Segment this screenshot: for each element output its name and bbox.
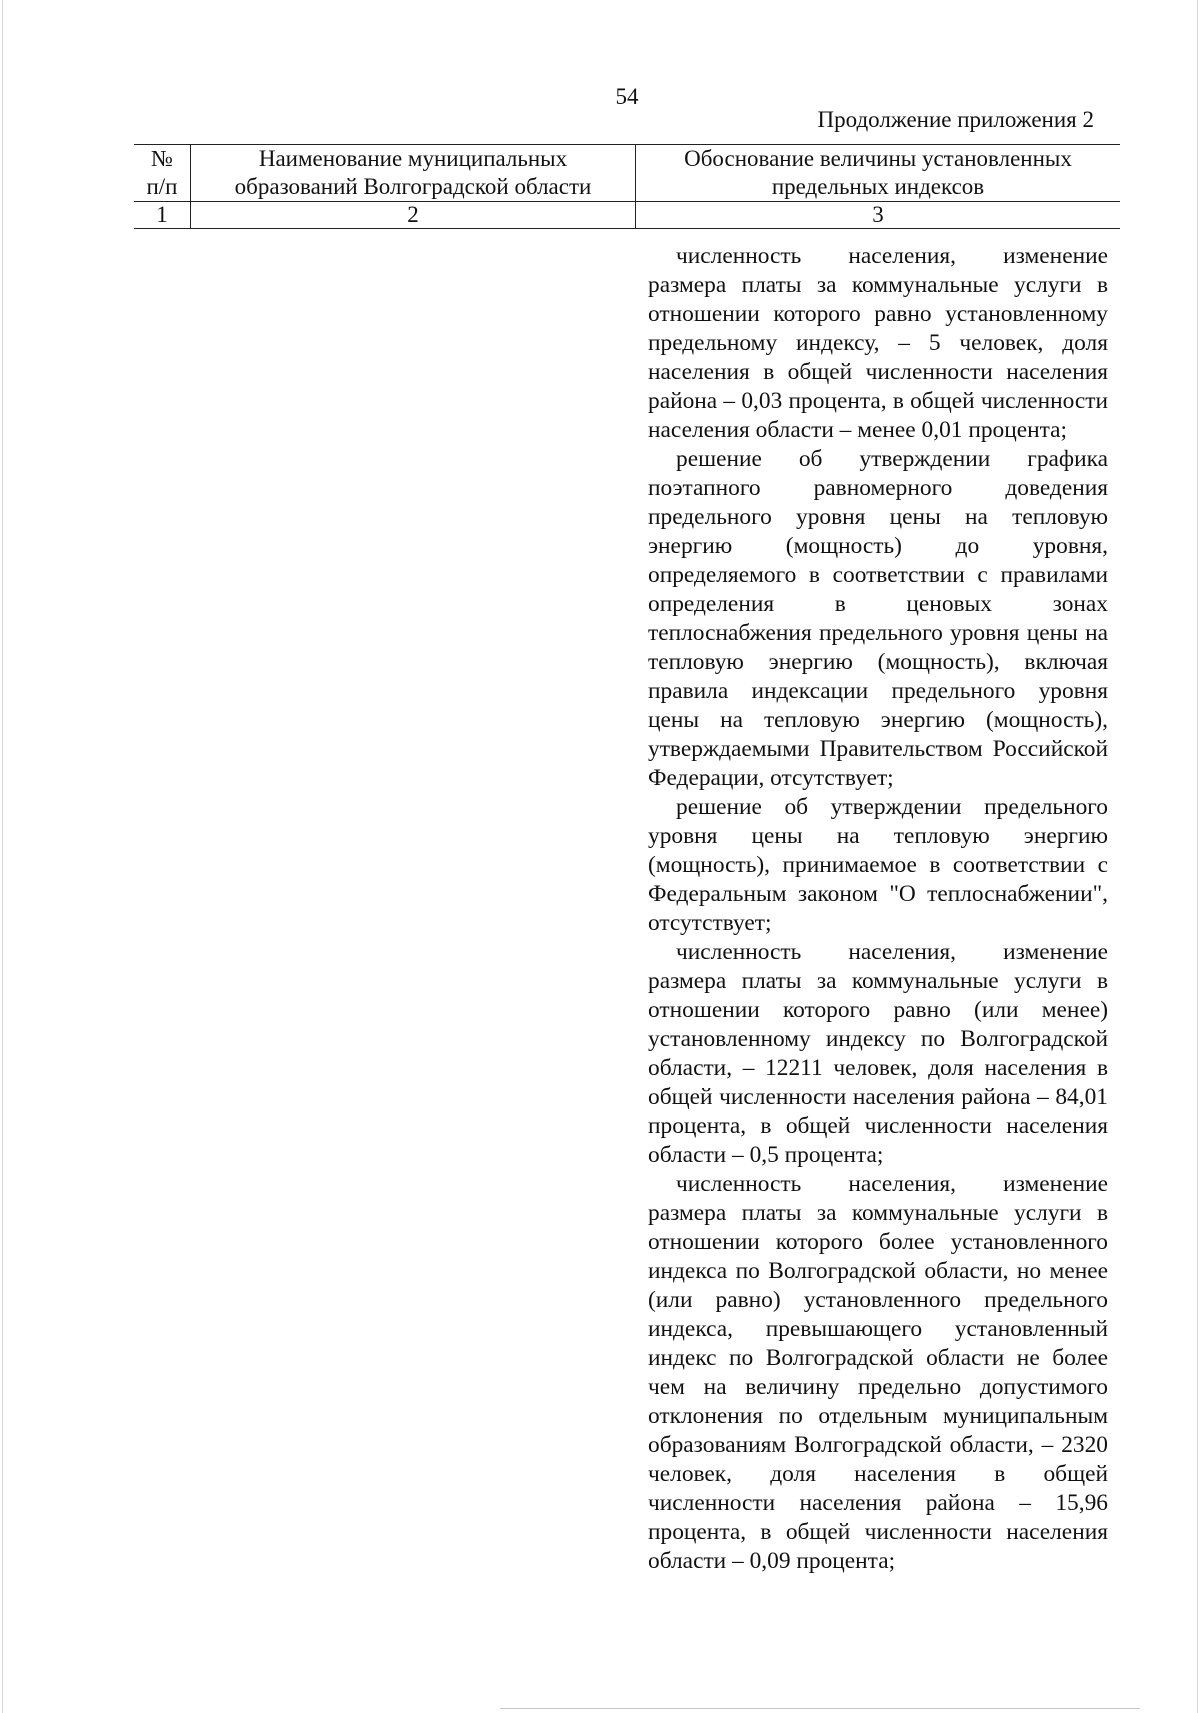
column-number-3: 3 xyxy=(872,202,884,227)
header-cell-number xyxy=(134,145,190,201)
header-cell-municipality-line1: Наименование муниципальных xyxy=(258,146,568,171)
header-cell-municipality-name xyxy=(190,145,636,201)
header-cell-municipality-line2: образований Волгоградской области xyxy=(234,174,592,199)
appendix-table-header xyxy=(134,144,1120,229)
header-cell-justification xyxy=(636,145,1120,201)
justification-paragraph: численность населения, изменение размера платы за коммунальные услуги в отношении которого более установленного индекса по Волгоградской области, но менее (или равно) установленного предельного индекса, превышающего установленный индекс по Волгоградской области не более чем на величину предельно допустимого отклонения по отдельным муниципальным образованиям Волгоградской области, – 2320 человек, доля населения в общей численности населения района – 15,96 процента, в общей численности населения области – 0,09 процента; xyxy=(648,1171,1108,1574)
justification-text-column xyxy=(648,242,1108,1576)
column-number-1: 1 xyxy=(156,202,168,227)
appendix-continuation-note: Продолжение приложения 2 xyxy=(817,107,1094,132)
column-number-2: 2 xyxy=(190,202,636,228)
page-number: 54 xyxy=(615,84,639,109)
scan-edge-bottom xyxy=(500,1708,1140,1709)
justification-paragraph: решение об утверждении графика поэтапного равномерного доведения предельного уровня цены на тепловую энергию (мощность) до уровня, определяемого в соответствии с правилами определения в ценовых зонах теплоснабжения предельного уровня цены на тепловую энергию (мощность), включая правила индексации предельного уровня цены на тепловую энергию (мощность), утверждаемыми Правительством Российской Федерации, отсутствует; xyxy=(648,446,1108,791)
header-cell-justification-line2: предельных индексов xyxy=(771,174,985,199)
justification-paragraph: численность населения, изменение размера платы за коммунальные услуги в отношении которого равно (или менее) установленному индексу по Волгоградской области, – 12211 человек, доля населения в общей численности населения района – 84,01 процента, в общей численности населения области – 0,5 процента; xyxy=(648,939,1108,1168)
header-cell-number-line2: п/п xyxy=(146,174,178,199)
justification-paragraph: численность населения, изменение размера платы за коммунальные услуги в отношении которого равно установленному предельному индексу, – 5 человек, доля населения в общей численности населения района – 0,03 процента, в общей численности населения области – менее 0,01 процента; xyxy=(648,243,1108,443)
table-header-row xyxy=(134,145,1120,202)
scan-edge-right xyxy=(1197,0,1198,1713)
header-cell-justification-line1: Обоснование величины установленных xyxy=(684,146,1072,171)
header-cell-number-line1: № xyxy=(151,146,173,171)
table-column-number-row xyxy=(134,202,1120,228)
justification-paragraph: решение об утверждении предельного уровня цены на тепловую энергию (мощность), принимаемое в соответствии с Федеральным законом "О теплоснабжении", отсутствует; xyxy=(648,794,1108,936)
scan-edge-left xyxy=(2,0,3,1713)
